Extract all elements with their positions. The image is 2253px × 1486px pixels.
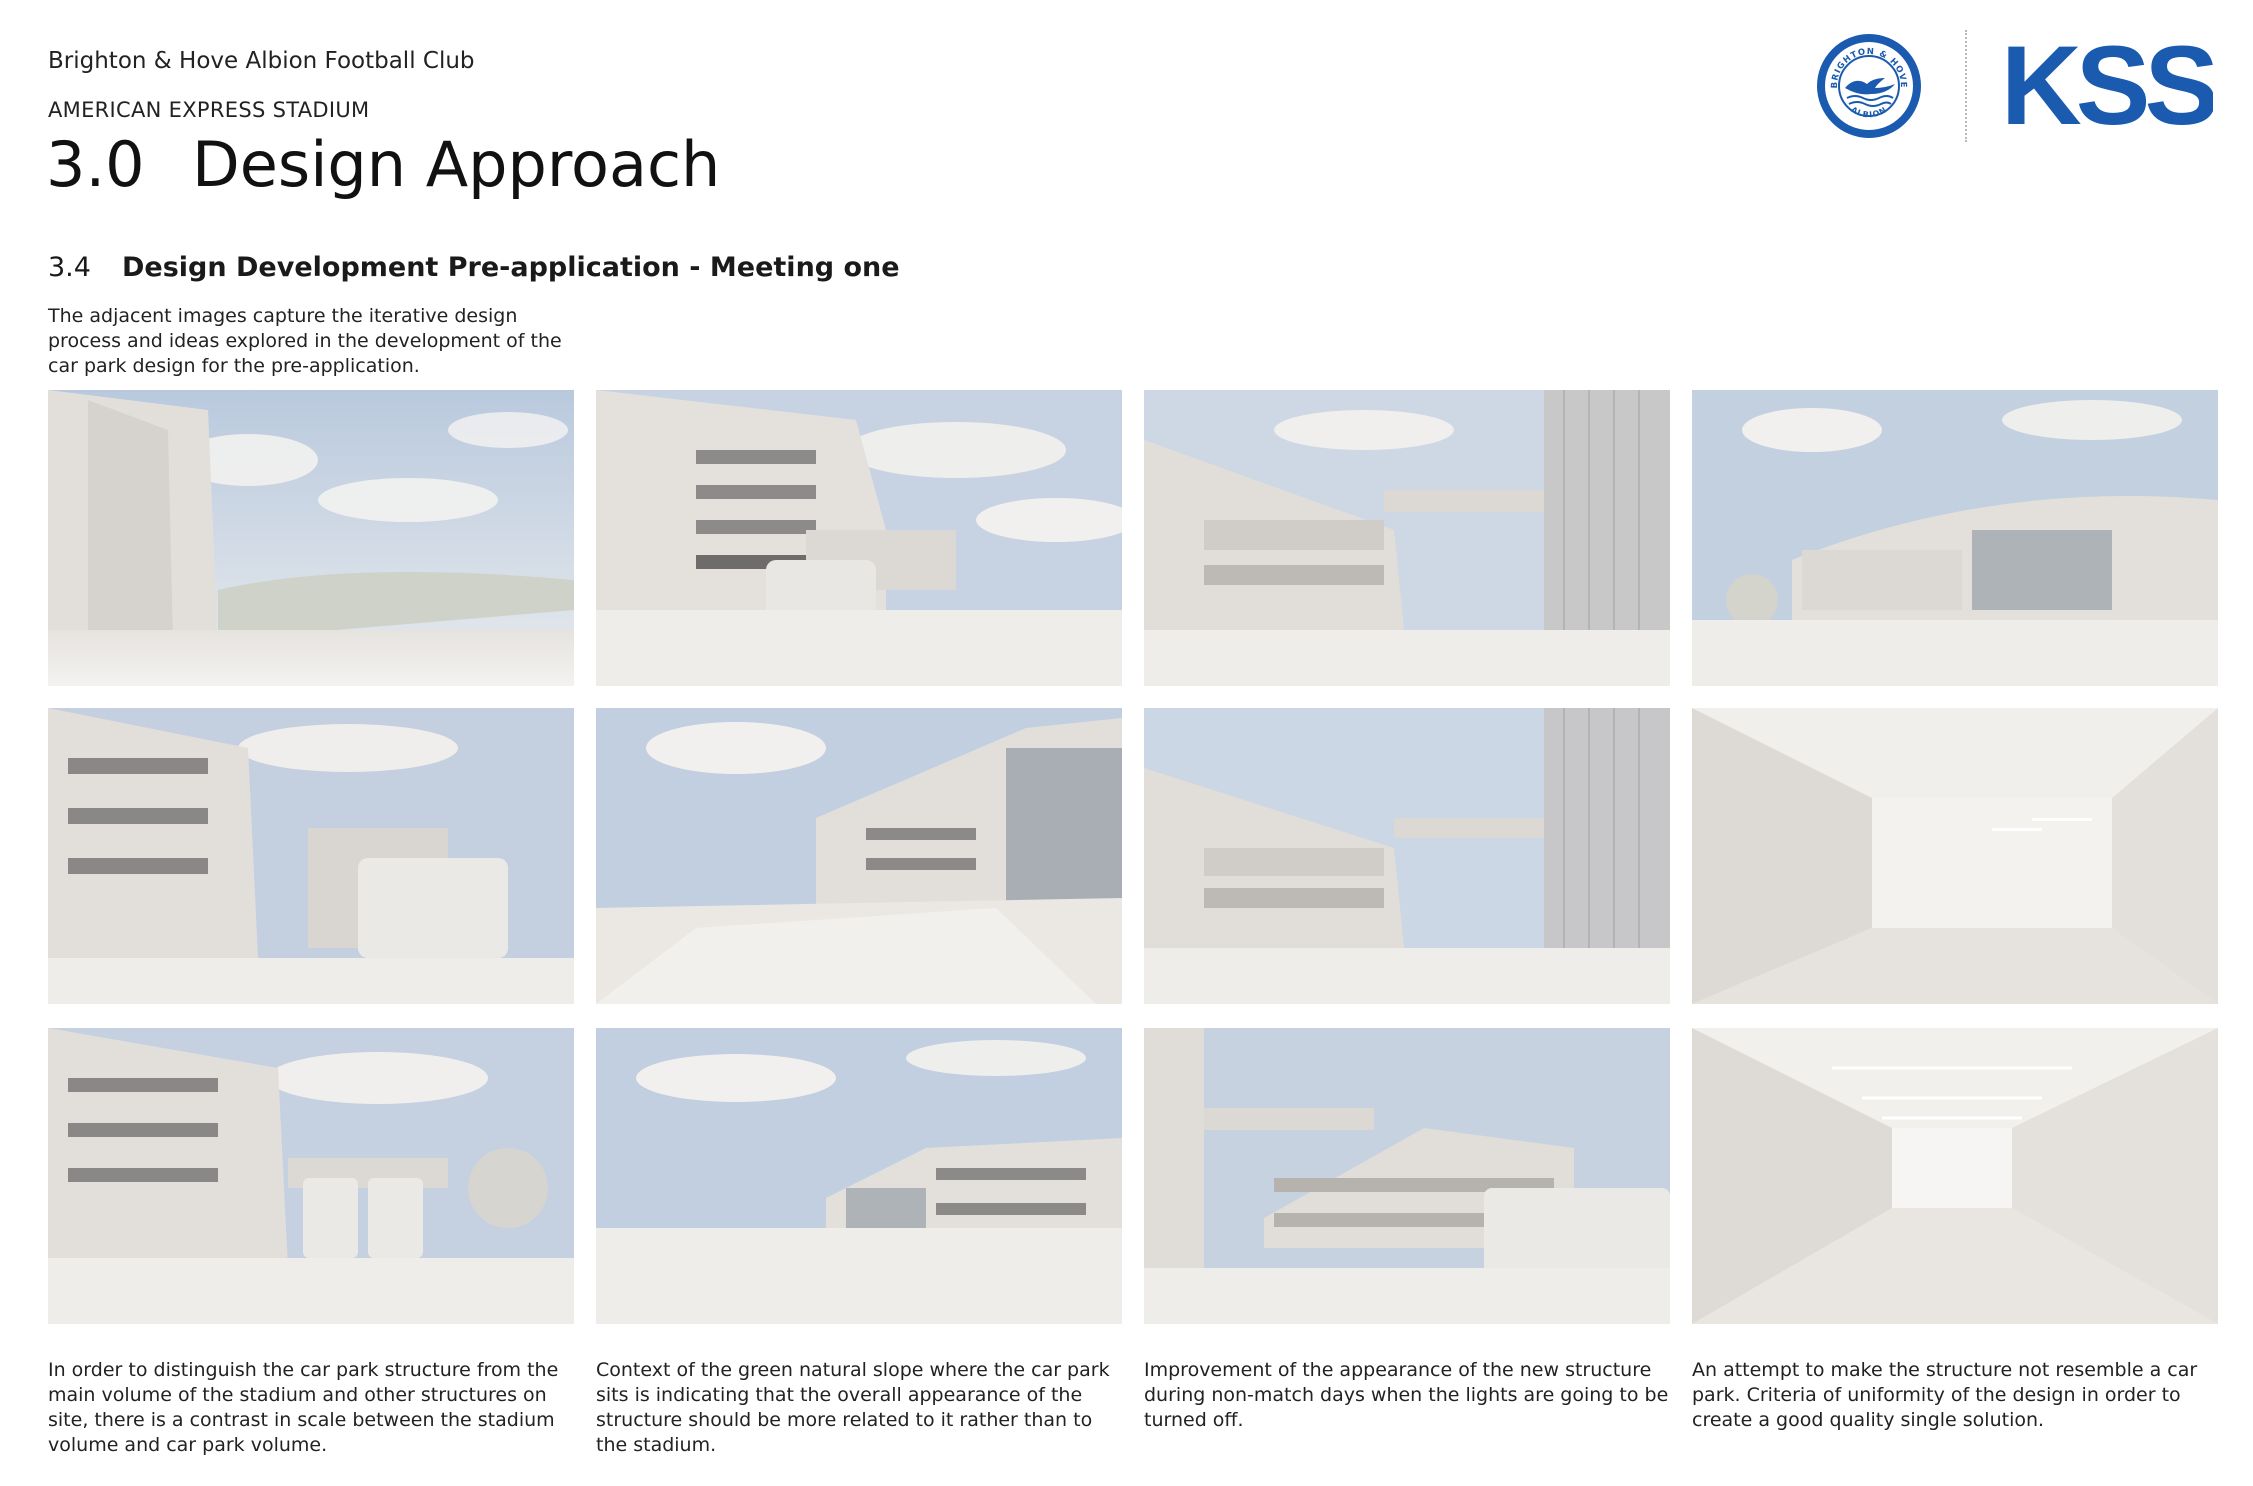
page-title [46,128,720,201]
intro-text: The adjacent images capture the iterative design process and ideas explored in the development of the car park design for the pre-application. [48,305,562,377]
render-image [1692,1028,2218,1324]
render-image [48,1028,574,1324]
render-image [48,390,574,686]
subsection-heading [48,252,900,283]
kss-logo-text: KSS [2001,38,2213,134]
render-image [596,708,1122,1004]
logo-divider [1965,30,1967,142]
render-image [1144,390,1670,686]
section-title-text: Design Approach [192,128,721,201]
subsection-title: Design Development Pre-application - Meeting one [122,252,900,283]
brighton-crest-logo [1815,32,1923,140]
logo-bar [1815,28,2213,144]
render-image [1692,390,2218,686]
render-image [1144,708,1670,1004]
render-caption: An attempt to make the structure not resemble a car park. Criteria of uniformity of the design in order to create a good quality single solution. [1692,1359,2198,1431]
render-image [1144,1028,1670,1324]
crest-text-top: BRIGHTON & HOVE [1829,46,1909,89]
render-caption: Context of the green natural slope where the car park sits is indicating that the overall appearance of the structure should be more related to it rather than to the stadium. [596,1359,1110,1456]
render-image [596,390,1122,686]
render-caption: In order to distinguish the car park structure from the main volume of the stadium and other structures on site, there is a contrast in scale between the stadium volume and car park volume. [48,1359,559,1456]
kss-logo [2001,38,2213,134]
render-caption: Improvement of the appearance of the new structure during non-match days when the lights are going to be turned off. [1144,1359,1669,1431]
render-image [596,1028,1122,1324]
club-name: Brighton & Hove Albion Football Club [48,48,475,74]
render-image [1692,708,2218,1004]
stadium-name: AMERICAN EXPRESS STADIUM [48,98,370,122]
subsection-number: 3.4 [48,252,91,283]
section-number: 3.0 [46,128,145,201]
crest-text-bottom: ALBION [1849,104,1889,120]
render-image [48,708,574,1004]
